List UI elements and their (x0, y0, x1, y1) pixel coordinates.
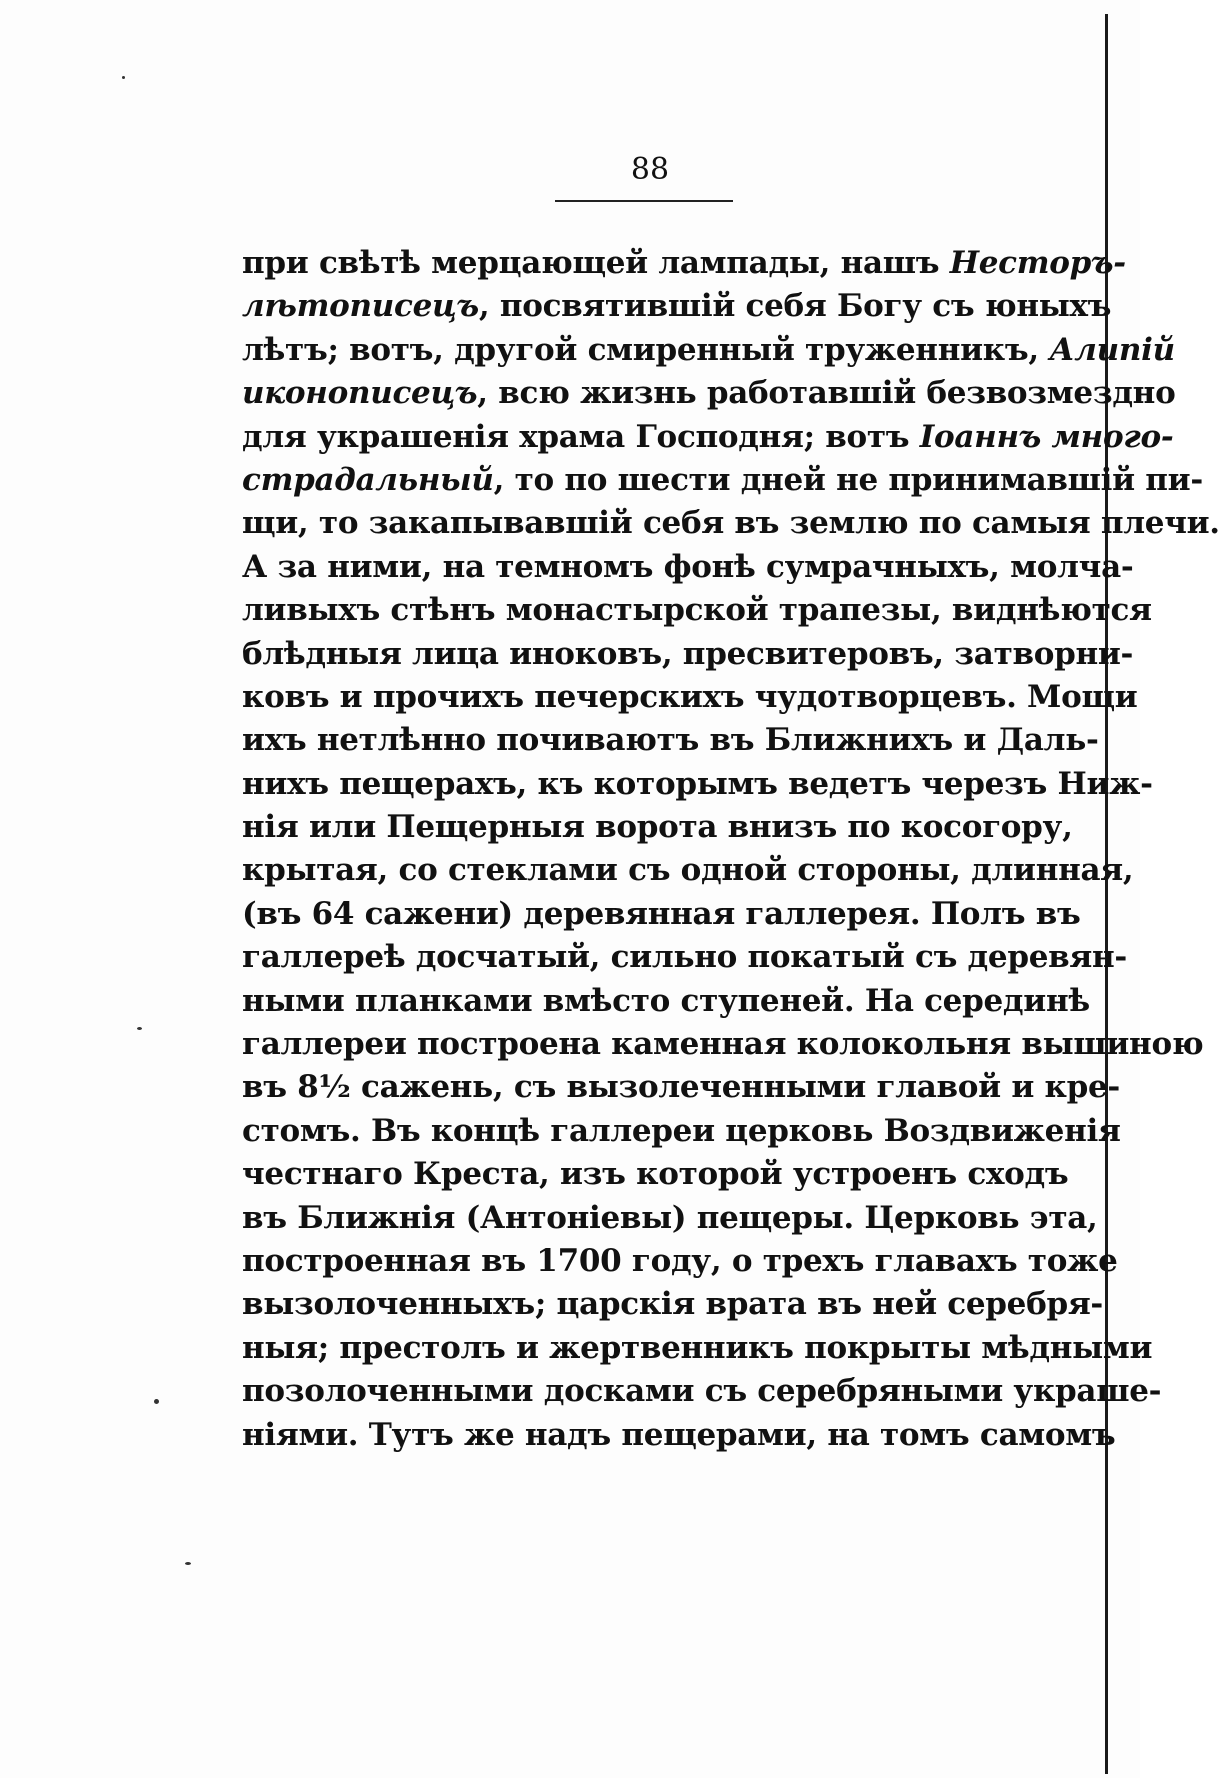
text-segment: лѣтъ; вотъ, другой смиренный труженникъ, (242, 331, 1050, 368)
text-segment: ливыхъ стѣнъ монастырской трапезы, виднѣются (242, 592, 1152, 629)
text-segment: ихъ нетлѣнно почиваютъ въ Ближнихъ и Даль- (242, 722, 1099, 759)
text-segment: честнаго Креста, изъ которой устроенъ сходъ (242, 1156, 1069, 1193)
text-segment: вызолоченныхъ; царскія врата въ ней серебря- (242, 1286, 1103, 1323)
text-segment: ныя; престолъ и жертвенникъ покрыты мѣдными (242, 1329, 1153, 1366)
text-line (242, 589, 1152, 632)
text-line (242, 1327, 1153, 1370)
text-segment: ковъ и прочихъ печерскихъ чудотворцевъ. Мощи (242, 678, 1138, 715)
text-segment: при свѣтѣ мерцающей лампады, нашъ (242, 245, 950, 281)
text-segment: щи, то закапывавшій себя въ землю по самыя плечи. (242, 505, 1220, 542)
text-line (242, 676, 1138, 719)
text-line (242, 1197, 1098, 1240)
page-number: 88 (630, 152, 670, 187)
text-segment: нія или Пещерныя ворота внизъ по косогору, (242, 809, 1073, 846)
text-segment: построенная въ 1700 году, о трехъ главахъ тоже (242, 1242, 1118, 1279)
text-line (242, 242, 1126, 285)
italic-name: страдальный (242, 461, 494, 498)
text-segment: ными планками вмѣсто ступеней. На серединѣ (242, 982, 1090, 1019)
text-line (242, 1414, 1116, 1457)
page-number-rule (555, 200, 733, 202)
scan-speck (137, 1027, 142, 1030)
scan-speck (154, 1399, 159, 1404)
text-line (242, 372, 1176, 415)
text-line (242, 502, 1220, 545)
text-segment: , всю жизнь работавшій безвозмездно (477, 375, 1176, 412)
text-line (242, 329, 1175, 372)
text-line (242, 416, 1174, 459)
text-line (242, 893, 1081, 936)
text-segment: А за ними, на темномъ фонѣ сумрачныхъ, молча- (242, 548, 1134, 585)
text-segment: галлереи построена каменная колокольня вышиною (242, 1026, 1204, 1063)
text-line (242, 1023, 1204, 1066)
scan-speck (185, 1562, 191, 1565)
text-segment: галлереѣ досчатый, сильно покатый съ деревян- (242, 939, 1127, 976)
italic-name: Іоаннъ много- (919, 418, 1174, 455)
body-text (242, 242, 1220, 1457)
italic-name: лѣтописецъ (242, 288, 479, 325)
text-line (242, 1370, 1162, 1413)
text-segment: стомъ. Въ концѣ галлереи церковь Воздвиженія (242, 1112, 1121, 1149)
italic-name: Несторъ- (949, 245, 1126, 281)
text-segment: для украшенія храма Господня; вотъ (242, 418, 920, 455)
text-line (242, 806, 1073, 849)
text-line (242, 1283, 1103, 1326)
text-segment: блѣдныя лица иноковъ, пресвитеровъ, затворни- (242, 635, 1134, 672)
text-line (242, 1110, 1121, 1153)
text-line (242, 980, 1090, 1023)
text-segment: ніями. Тутъ же надъ пещерами, на томъ самомъ (242, 1416, 1116, 1453)
text-line (242, 459, 1203, 502)
text-line (242, 1240, 1118, 1283)
text-line (242, 849, 1134, 892)
text-line (242, 633, 1134, 676)
italic-name: иконописецъ (242, 375, 478, 412)
text-line (242, 1153, 1069, 1196)
scan-speck (122, 76, 125, 79)
text-segment: крытая, со стеклами съ одной стороны, длинная, (242, 852, 1134, 889)
text-segment: нихъ пещерахъ, къ которымъ ведетъ черезъ Ниж- (242, 765, 1153, 802)
text-line (242, 936, 1127, 979)
text-line (242, 719, 1099, 762)
text-segment: , то по шести дней не принимавшій пи- (493, 461, 1203, 498)
text-line (242, 546, 1134, 589)
text-segment: позолоченными досками съ серебряными украше- (242, 1373, 1162, 1410)
italic-name: Алипій (1049, 331, 1175, 368)
text-segment: въ Ближнія (Антоніевы) пещеры. Церковь эта, (242, 1199, 1098, 1236)
text-line (242, 1066, 1120, 1109)
text-line (242, 763, 1153, 806)
text-segment: въ 8½ сажень, съ вызолеченными главой и кре- (242, 1069, 1120, 1106)
text-line (242, 285, 1112, 328)
text-segment: (въ 64 сажени) деревянная галлерея. Полъ въ (242, 895, 1081, 932)
text-segment: , посвятившій себя Богу съ юныхъ (478, 288, 1112, 325)
